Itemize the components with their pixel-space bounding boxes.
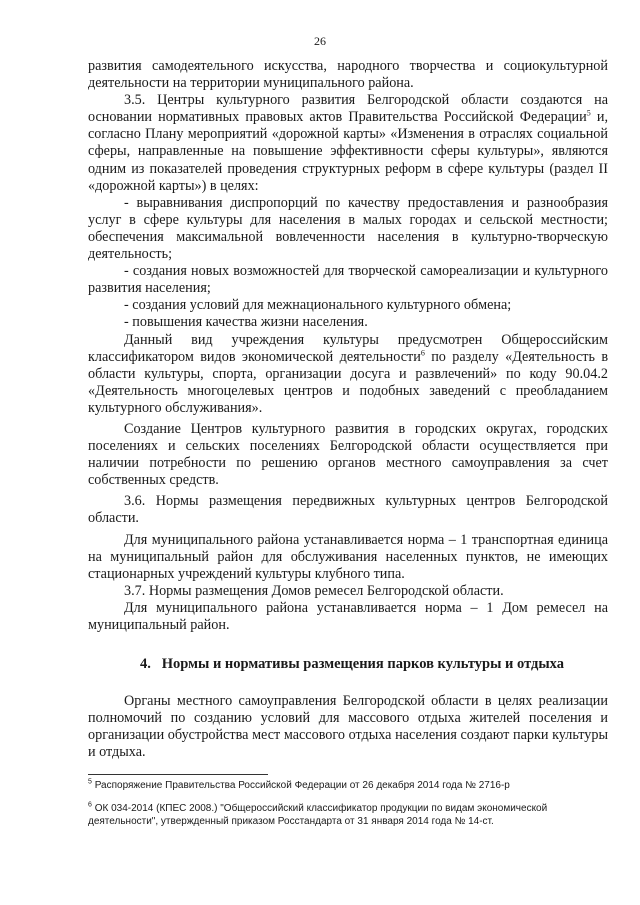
paragraph: Для муниципального района устанавливается норма – 1 транспортная единица на муниципальный район для обслуживания населенных пунктов, не имеющих стационарных учреждений культуры клубного типа. — [88, 531, 608, 582]
footnote-mark: 5 — [88, 778, 92, 786]
section-heading — [88, 656, 608, 673]
footnote-divider — [88, 774, 268, 775]
paragraph: развития самодеятельного искусства, народного творчества и социокультурной деятельности на территории муниципального района. — [88, 58, 608, 92]
paragraph-text: 3.5. Центры культурного развития Белгородской области создаются на основании нормативных правовых актов Правительства Российской Федерации — [88, 92, 608, 126]
footnote-mark: 6 — [88, 801, 92, 809]
page-number: 26 — [314, 34, 326, 48]
paragraph: Органы местного самоуправления Белгородской области в целях реализации полномочий по созданию условий для массового отдыха жителей поселения и организации обустройства мест массового отдыха населения создают парки культуры и отдыха. — [88, 693, 608, 761]
list-item: - создания новых возможностей для творческой самореализации и культурного развития населения; — [88, 263, 608, 297]
paragraph-3-7: 3.7. Нормы размещения Домов ремесел Белгородской области. — [124, 582, 504, 599]
paragraph-text: Данный вид учреждения культуры предусмотрен Общероссийским классификатором видов экономической деятельности — [88, 331, 608, 365]
footnote-text: Распоряжение Правительства Российской Федерации от 26 декабря 2014 года № 2716-р — [94, 780, 510, 791]
paragraph: Создание Центров культурного развития в городских округах, городских поселениях и сельских поселениях Белгородской области осуществляется при наличии потребности по решению органов местного самоуправления за счет собственных средств. — [88, 420, 608, 489]
list-item: - повышения качества жизни населения. — [124, 314, 368, 331]
section-title: Нормы и нормативы размещения парков культуры и отдыха — [161, 656, 564, 673]
list-item: - выравнивания диспропорций по качеству предоставления и разнообразия услуг в сфере культуры для населения в малых городах и сельской местности; обеспечения максимальной вовлеченности населения в культурно-творческую деятельность; — [88, 194, 608, 263]
paragraph: Для муниципального района устанавливается норма – 1 Дом ремесел на муниципальный район. — [88, 599, 608, 633]
list-item: - создания условий для межнационального культурного обмена; — [124, 297, 512, 314]
paragraph-classifier — [88, 332, 608, 417]
paragraph-3-6: 3.6. Нормы размещения передвижных культурных центров Белгородской области. — [88, 493, 608, 527]
paragraph-text: по разделу «Деятельность в области культуры, спорта, организации досуга и развлечений» по коду 90.04.2 «Деятельность многоцелевых центров и подобных заведений с преобладанием культурного обслуживания». — [88, 348, 609, 416]
section-number: 4. — [140, 656, 151, 673]
footnote-ref-5[interactable]: 5 — [586, 108, 591, 118]
footnote-5 — [88, 779, 608, 792]
footnotes — [88, 779, 608, 838]
paragraph-3-5 — [88, 92, 608, 195]
footnote-6 — [88, 802, 608, 828]
document-body — [88, 58, 608, 762]
footnote-ref-6[interactable]: 6 — [420, 347, 425, 357]
footnote-text: ОК 034-2014 (КПЕС 2008.) "Общероссийский классификатор продукции по видам экономической деятельности", утвержденный приказом Росстандарта от 31 января 2014 года № 14-ст. — [88, 803, 548, 827]
paragraph-text: и, согласно Плану мероприятий «дорожной карты» «Изменения в отраслях социальной сферы, направленные на повышение эффективности сферы культуры», являются одним из показателей проведения структурных реформ в сфере культуры (раздел II «дорожной карты») в целях: — [88, 109, 608, 194]
